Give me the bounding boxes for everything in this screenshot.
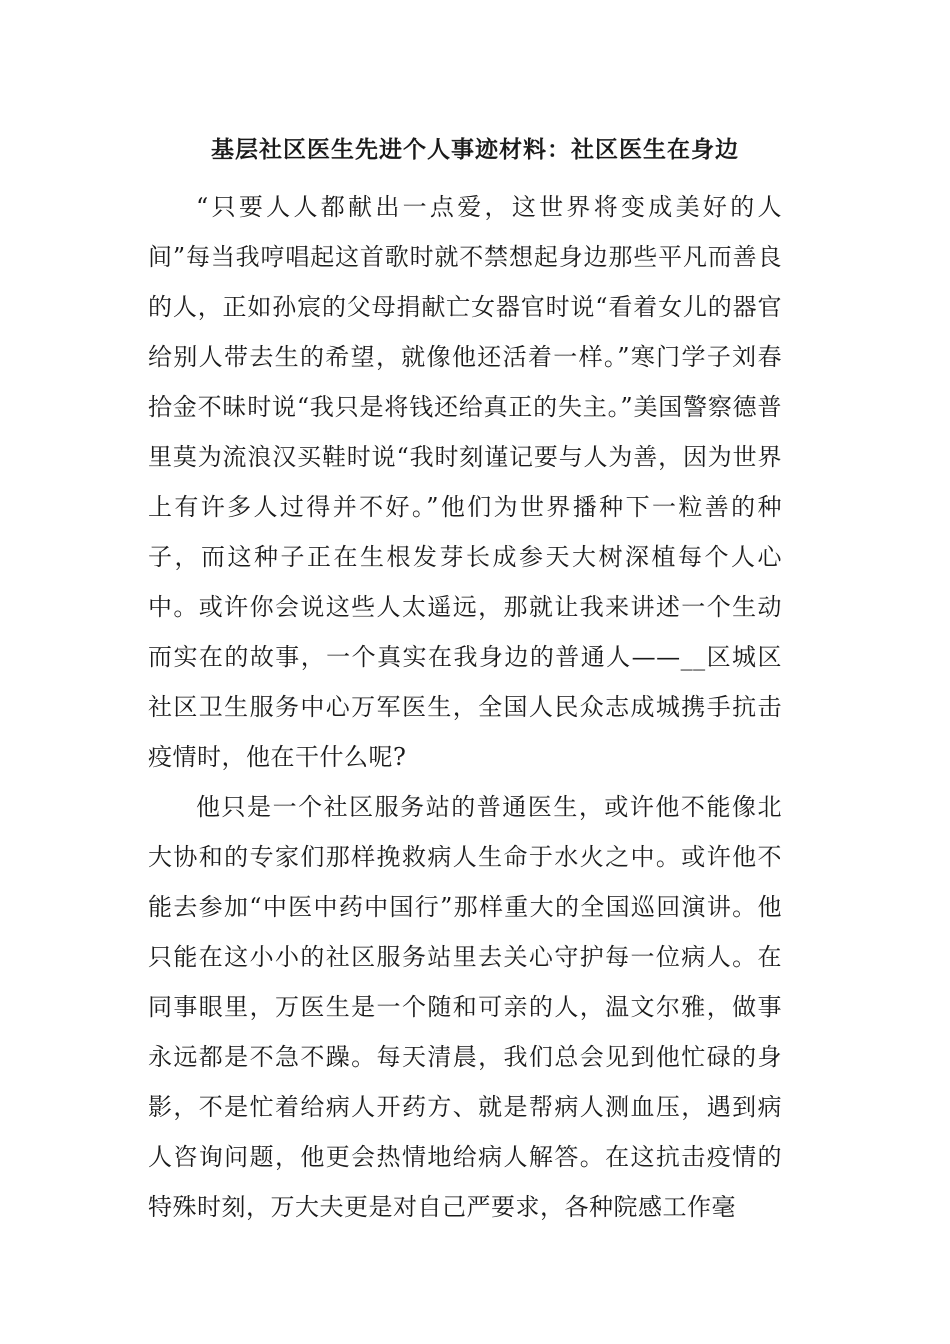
- paragraph-2: 他只是一个社区服务站的普通医生，或许他不能像北大协和的专家们那样挽救病人生命于水火之中。或许他不能去参加“中医中药中国行”那样重大的全国巡回演讲。他只能在这小小的社区服务站里去关心守护每一位病人。在同事眼里，万医生是一个随和可亲的人，温文尔雅，做事永远都是不急不躁。每天清晨，我们总会见到他忙碌的身影，不是忙着给病人开药方、就是帮病人测血压，遇到病人咨询问题，他更会热情地给病人解答。在这抗击疫情的特殊时刻，万大夫更是对自己严要求，各种院感工作毫: [148, 793, 782, 1221]
- paragraph-1: “只要人人都献出一点爱，这世界将变成美好的人间”每当我哼唱起这首歌时就不禁想起身边那些平凡而善良的人，正如孙宸的父母捐献亡女器官时说“看着女儿的器官给别人带去生的希望，就像他还活着一样。”寒门学子刘春拾金不昧时说“我只是将钱还给真正的失主。”美国警察德普里莫为流浪汉买鞋时说“我时刻谨记要与人为善，因为世界上有许多人过得并不好。”他们为世界播种下一粒善的种子，而这种子正在生根发芽长成参天大树深植每个人心中。或许你会说这些人太遥远，那就让我来讲述一个生动而实在的故事，一个真实在我身边的普通人——__区城区社区卫生服务中心万军医生，全国人民众志成城携手抗击疫情时，他在干什么呢?: [148, 193, 782, 771]
- document-body: [148, 182, 782, 1232]
- document-title: 基层社区医生先进个人事迹材料：社区医生在身边: [211, 137, 739, 163]
